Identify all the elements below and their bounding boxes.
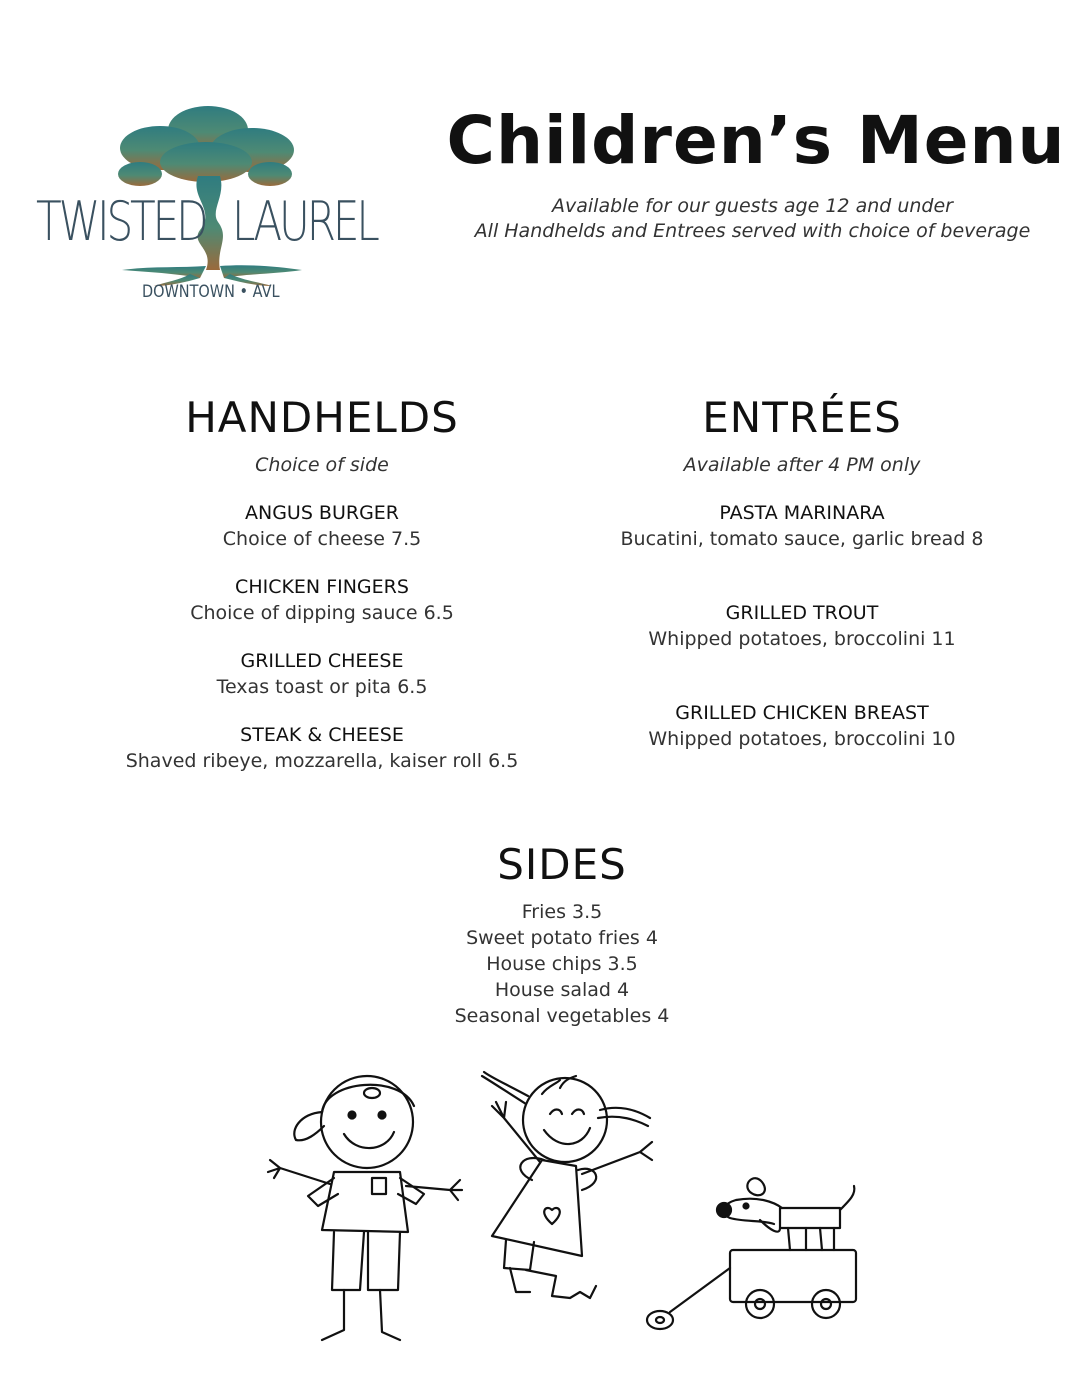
boy-icon [268,1076,462,1340]
item-name: CHICKEN FINGERS [235,576,409,598]
item-desc: Choice of dipping sauce 6.5 [190,602,454,624]
item-desc: Bucatini, tomato sauce, garlic bread 8 [620,528,984,550]
intro [420,194,1085,244]
menu-item [572,700,1032,752]
handhelds-section [92,393,552,774]
intro-line-2: All Handhelds and Entrees served with choice of beverage [474,220,1031,242]
item-desc: Texas toast or pita 6.5 [216,676,428,698]
item-desc: Whipped potatoes, broccolini 11 [648,628,956,650]
item-desc: Shaved ribeye, mozzarella, kaiser roll 6.5 [125,750,519,772]
side-item: House salad 4 [494,979,630,1001]
item-name: GRILLED TROUT [725,602,879,624]
brand-location: DOWNTOWN • AVL [142,282,280,302]
sides-list [332,899,792,1029]
item-name: PASTA MARINARA [719,502,885,524]
twisted-laurel-logo [30,98,390,313]
item-name: STEAK & CHEESE [240,724,404,746]
menu-item [572,600,1032,652]
entrees-note: Available after 4 PM only [683,454,921,476]
side-item: House chips 3.5 [486,953,638,975]
item-name: GRILLED CHEESE [240,650,404,672]
menu-item [92,574,552,626]
handhelds-heading: HANDHELDS [185,393,459,442]
side-item: Sweet potato fries 4 [466,927,658,949]
item-desc: Whipped potatoes, broccolini 10 [648,728,956,750]
brand-name-left: TWISTED [36,190,206,253]
brand-name-right: LAUREL [232,190,377,253]
side-item: Fries 3.5 [521,901,603,923]
handhelds-note: Choice of side [255,454,389,476]
item-name: GRILLED CHICKEN BREAST [675,702,929,724]
girl-icon [482,1072,652,1298]
sides-section [332,840,792,1029]
intro-line-1: Available for our guests age 12 and under [552,195,953,217]
page-title: Children’s Menu [446,102,1066,179]
sides-heading: SIDES [497,840,627,889]
menu-item [92,722,552,774]
side-item: Seasonal vegetables 4 [454,1005,670,1027]
wagon-icon [647,1250,856,1329]
menu-item [572,500,1032,552]
kids-illustration [260,1060,870,1350]
dog-icon [717,1178,854,1250]
item-name: ANGUS BURGER [244,502,399,524]
menu-item [92,648,552,700]
entrees-section [572,393,1032,752]
item-desc: Choice of cheese 7.5 [222,528,422,550]
menu-item [92,500,552,552]
entrees-heading: ENTRÉES [702,393,902,442]
